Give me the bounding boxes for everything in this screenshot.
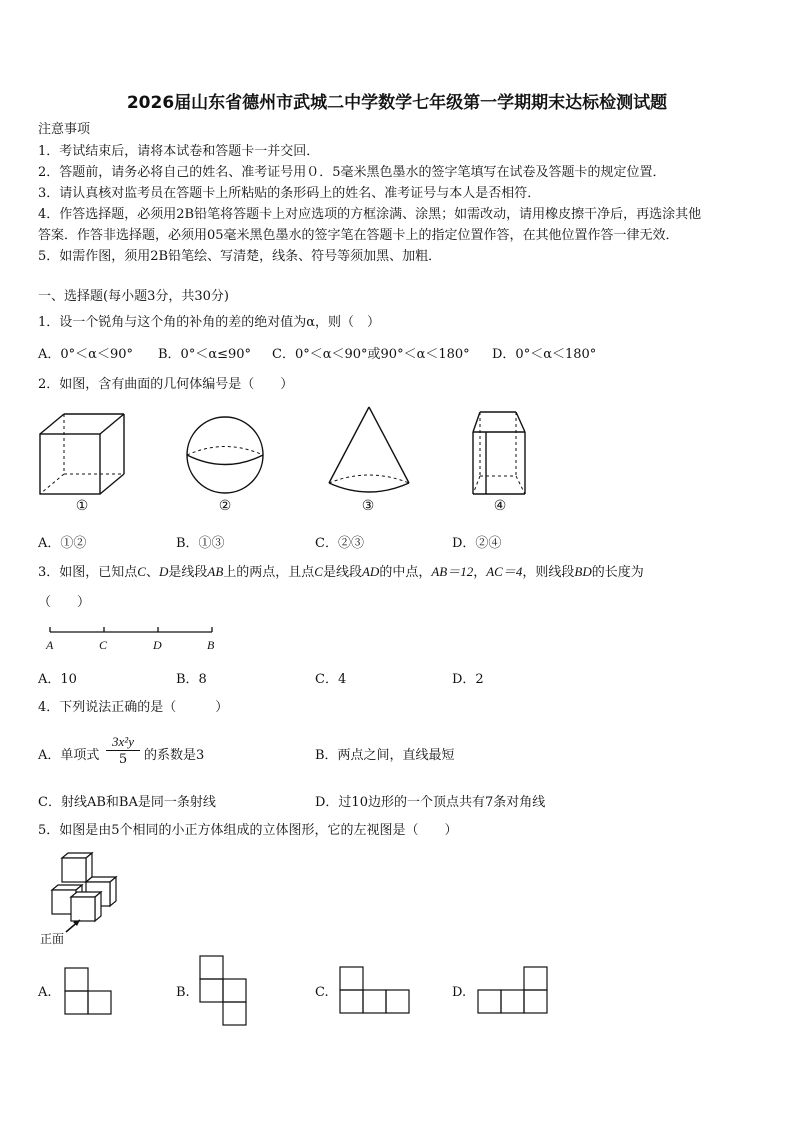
q4-fraction (106, 733, 140, 769)
cone-figure (325, 405, 415, 497)
q4-option-b[interactable]: B．两点之间，直线最短 (315, 748, 455, 763)
figure-label-3: ③ (361, 498, 375, 514)
q3-option-c[interactable]: C．4 (315, 672, 347, 687)
q5-option-c-figure[interactable] (339, 966, 411, 1014)
point-label-c: C (99, 638, 108, 652)
question-4-stem: 4．下列说法正确的是（ ） (38, 700, 229, 715)
question-2-stem: 2．如图，含有曲面的几何体编号是（ ） (38, 377, 294, 392)
notice-item: 答案．作答非选择题，必须用05毫米黑色墨水的签字笔在答题卡上的指定位置作答，在其他位置作答一律无效． (38, 228, 679, 243)
question-5-stem: 5．如图是由5个相同的小正方体组成的立体图形，它的左视图是（ ） (38, 823, 458, 838)
notice-heading: 注意事项 (38, 122, 91, 137)
q5-option-d-figure[interactable] (477, 966, 549, 1014)
q4-option-c[interactable]: C．射线AB和BA是同一条射线 (38, 795, 216, 810)
notice-item: 4．作答选择题，必须用2B铅笔将答题卡上对应选项的方框涂满、涂黑；如需改动，请用橡皮擦干净后，再选涂其他 (38, 207, 702, 222)
question-3-stem: 3．如图，已知点C、D是线段AB上的两点，且点C是线段AD的中点，AB＝12，AC＝4，则线段BD的长度为 (38, 564, 644, 580)
figure-label-4: ④ (493, 498, 507, 514)
notice-item: 1．考试结束后，请将本试卷和答题卡一并交回． (38, 144, 320, 159)
cube-stack-figure (44, 852, 124, 932)
notice-item: 3．请认真核对监考员在答题卡上所粘贴的条形码上的姓名、准考证号与本人是否相符． (38, 186, 541, 201)
q1-option-c[interactable]: C．0°＜α＜90°或90°＜α＜180° (272, 347, 470, 362)
fraction-denominator: 5 (118, 752, 128, 767)
q2-option-a[interactable]: A．①② (38, 536, 87, 551)
question-3-stem-end: （ ） (38, 595, 91, 610)
q5-option-b[interactable]: B. (176, 985, 190, 1000)
point-label-d: D (153, 638, 162, 652)
q5-option-d[interactable]: D. (452, 985, 467, 1000)
q1-option-d[interactable]: D．0°＜α＜180° (492, 347, 597, 362)
notice-item: 2．答题前，请务必将自己的姓名、准考证号用０．5毫米黑色墨水的签字笔填写在试卷及答题卡的规定位置． (38, 165, 666, 180)
notice-item: 5．如需作图，须用2B铅笔绘、写清楚，线条、符号等须加黑、加粗． (38, 249, 442, 264)
q2-option-b[interactable]: B．①③ (176, 536, 225, 551)
q4-option-a-prefix[interactable]: A．单项式 (38, 748, 100, 763)
q2-option-d[interactable]: D．②④ (452, 536, 502, 551)
point-label-b: B (207, 638, 215, 652)
segment-figure (42, 624, 222, 654)
fraction-numerator: 3x²y (106, 733, 140, 751)
q5-option-a-figure[interactable] (64, 967, 112, 1015)
q2-option-c[interactable]: C．②③ (315, 536, 364, 551)
page-title: 2026届山东省德州市武城二中学数学七年级第一学期期末达标检测试题 (126, 93, 668, 113)
figure-label-1: ① (75, 498, 89, 514)
question-1-stem: 1．设一个锐角与这个角的补角的差的绝对值为α，则（ ） (38, 315, 381, 330)
q5-option-b-figure[interactable] (199, 955, 247, 1027)
q3-option-b[interactable]: B．8 (176, 672, 207, 687)
section-heading: 一、选择题(每小题3分，共30分) (38, 289, 229, 304)
q1-option-b[interactable]: B．0°＜α≤90° (158, 347, 252, 362)
q5-option-c[interactable]: C. (315, 985, 329, 1000)
q5-option-a[interactable]: A. (38, 985, 52, 1000)
sphere-figure (185, 412, 265, 498)
q3-option-d[interactable]: D．2 (452, 672, 484, 687)
cube-figure (38, 412, 128, 498)
prism-figure (470, 410, 530, 496)
figure-label-2: ② (218, 498, 232, 514)
point-label-a: A (46, 638, 54, 652)
q4-option-d[interactable]: D．过10边形的一个顶点共有7条对角线 (315, 795, 546, 810)
front-label: 正面 (40, 932, 65, 946)
q4-option-a-suffix: 的系数是3 (144, 748, 205, 763)
q1-option-a[interactable]: A．0°＜α＜90° (38, 347, 133, 362)
q3-option-a[interactable]: A．10 (38, 672, 77, 687)
